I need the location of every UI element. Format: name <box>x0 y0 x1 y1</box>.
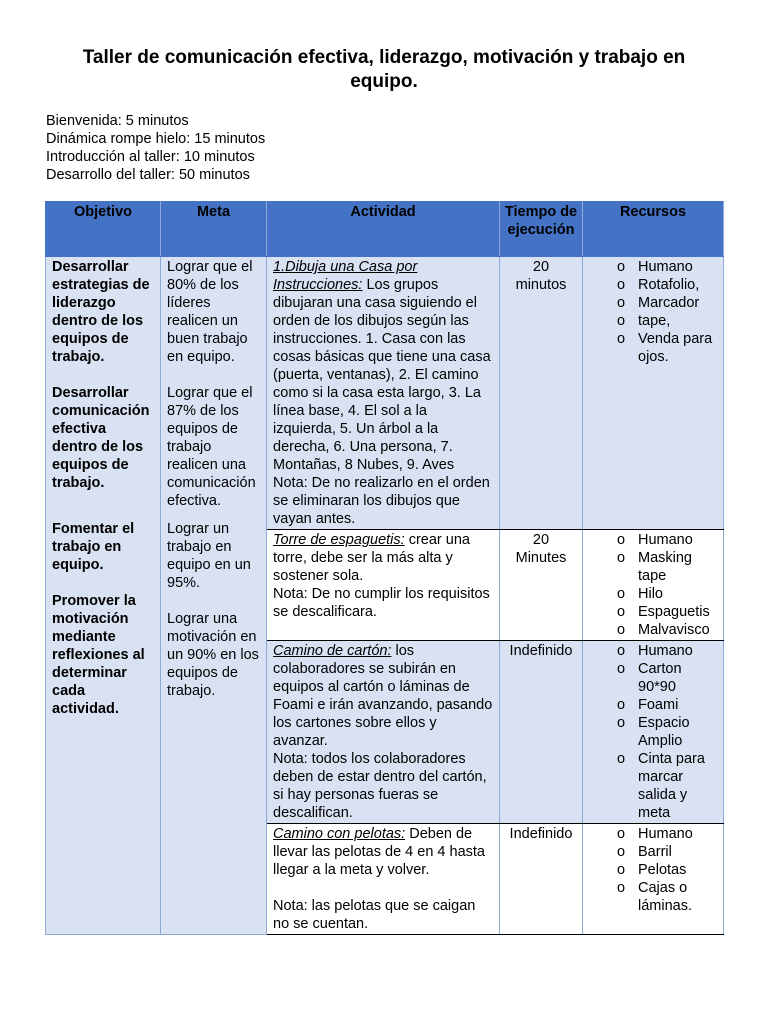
activity-text: crear una torre, debe ser la más alta y sostener sola. <box>273 532 470 584</box>
activity-cell <box>267 641 500 824</box>
time-cell: 20 minutos <box>500 257 583 530</box>
activity-cell <box>267 530 500 641</box>
resource-item: o Foami <box>617 697 679 713</box>
resource-item: o Masking tape <box>617 550 692 584</box>
activity-text: Deben de llevar las pelotas de 4 en 4 hasta llegar a la meta y volver. <box>273 826 485 878</box>
resource-item: o Espaguetis <box>617 604 710 620</box>
resource-item: o Humano <box>617 826 693 842</box>
resource-item: o tape, <box>617 313 671 329</box>
header-tiempo: Tiempo de ejecución <box>500 202 583 257</box>
header-actividad: Actividad <box>267 202 500 257</box>
agenda-item: Introducción al taller: 10 minutos <box>46 149 255 165</box>
resource-item: o Cajas o láminas. <box>617 880 692 914</box>
objetivos-cell <box>46 257 161 935</box>
header-meta: Meta <box>161 202 267 257</box>
objetivo-text: Desarrollar estrategias de liderazgo dentro de los equipos de trabajo. <box>52 259 150 365</box>
resource-item: o Carton 90*90 <box>617 661 682 695</box>
time-cell: Indefinido <box>500 641 583 824</box>
resources-cell <box>583 257 724 530</box>
activity-text: Los grupos dibujaran una casa siguiendo el orden de los dibujos según las instrucciones. 1. Casa con las cosas básicas que tiene una casa (puerta, ventanas), 2. El camino como si la casa esta largo, 3. La línea base, 4. El sol a la izquierda, 5. Un árbol a la derecha, 6. Una persona, 7. Montañas, 8 Nubes, 9. Aves <box>273 277 491 473</box>
workshop-table <box>45 201 724 935</box>
activity-name: Camino de cartón: <box>273 643 392 659</box>
resources-cell <box>583 641 724 824</box>
resource-item: o Marcador <box>617 295 700 311</box>
time-cell: Indefinido <box>500 824 583 935</box>
meta-text: Lograr que el 80% de los líderes realicen un buen trabajo en equipo. <box>167 259 253 365</box>
resource-item: o Rotafolio, <box>617 277 700 293</box>
activity-note: Nota: todos los colaboradores deben de estar dentro del cartón, si hay personas fueras se descalifican. <box>273 751 487 821</box>
activity-cell <box>267 824 500 935</box>
header-objetivo: Objetivo <box>46 202 161 257</box>
meta-text: Lograr una motivación en un 90% en los equipos de trabajo. <box>167 611 259 699</box>
agenda-item: Dinámica rompe hielo: 15 minutos <box>46 131 266 147</box>
resource-item: o Humano <box>617 259 693 275</box>
resource-item: o Barril <box>617 844 672 860</box>
resources-cell <box>583 824 724 935</box>
resource-item: o Espacio Amplio <box>617 715 690 749</box>
activity-text: los colaboradores se subirán en equipos al cartón o láminas de Foami e irán avanzando, pasando los cartones sobre ellos y avanzar. <box>273 643 493 749</box>
activity-note: Nota: De no realizarlo en el orden se eliminaran los dibujos que vayan antes. <box>273 475 490 527</box>
time-cell: 20 Minutes <box>500 530 583 641</box>
activity-note: Nota: las pelotas que se caigan no se cuentan. <box>273 898 476 932</box>
resource-item: o Pelotas <box>617 862 687 878</box>
metas-cell <box>161 257 267 935</box>
table-row <box>46 257 724 530</box>
resource-item: o Malvavisco <box>617 622 710 638</box>
agenda-item: Desarrollo del taller: 50 minutos <box>46 167 250 183</box>
activity-name: Camino con pelotas: <box>273 826 406 842</box>
table-header-row <box>46 202 724 257</box>
resource-item: o Humano <box>617 643 693 659</box>
objetivo-text: Fomentar el trabajo en equipo. <box>52 521 135 573</box>
resource-item: o Cinta para marcar salida y meta <box>617 751 705 821</box>
meta-text: Lograr un trabajo en equipo en un 95%. <box>167 521 251 591</box>
meta-text: Lograr que el 87% de los equipos de trabajo realicen una comunicación efectiva. <box>167 385 256 509</box>
objetivo-text: Desarrollar comunicación efectiva dentro de los equipos de trabajo. <box>52 385 150 491</box>
header-recursos: Recursos <box>583 202 724 257</box>
resource-item: o Venda para ojos. <box>617 331 713 365</box>
activity-cell <box>267 257 500 530</box>
agenda-list <box>46 112 265 184</box>
document-title: Taller de comunicación efectiva, liderazgo, motivación y trabajo en equipo. <box>82 47 686 92</box>
activity-note: Nota: De no cumplir los requisitos se descalificara. <box>273 586 490 620</box>
resources-cell <box>583 530 724 641</box>
activity-name: Torre de espaguetis: <box>273 532 405 548</box>
objetivo-text: Promover la motivación mediante reflexiones al determinar cada actividad. <box>52 593 145 717</box>
resource-item: o Humano <box>617 532 693 548</box>
resource-item: o Hilo <box>617 586 663 602</box>
agenda-item: Bienvenida: 5 minutos <box>46 113 189 129</box>
activity-name: 1.Dibuja una Casa por Instrucciones: <box>273 259 418 293</box>
